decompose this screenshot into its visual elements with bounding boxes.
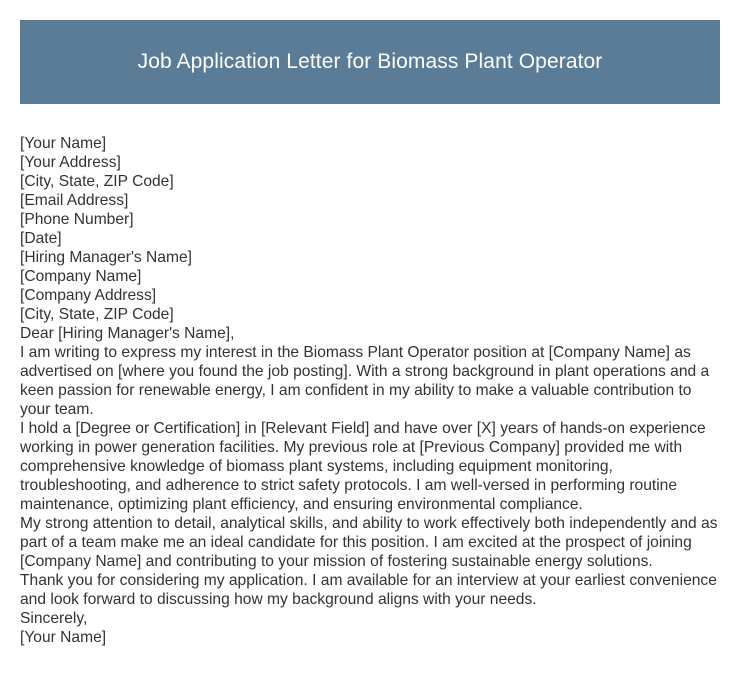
salutation: Dear [Hiring Manager's Name], bbox=[20, 325, 235, 342]
company-name: [Company Name] bbox=[20, 268, 142, 285]
letter-date: [Date] bbox=[20, 230, 62, 247]
company-city: [City, State, ZIP Code] bbox=[20, 306, 174, 323]
closing: Sincerely, bbox=[20, 610, 88, 627]
paragraph-experience: I hold a [Degree or Certification] in [Relevant Field] and have over [X] years of hands-on experience working in power generation facilities. My previous role at [Previous Company] provided me with comprehensive knowledge of biomass plant systems, including equipment monitoring, troubleshooting, and adherence to strict safety protocols. I am well-versed in performing routine maintenance, optimizing plant efficiency, and ensuring environmental compliance. bbox=[20, 420, 706, 513]
paragraph-closing: Thank you for considering my application. I am available for an interview at your earliest convenience and look forward to discussing how my background aligns with your needs. bbox=[20, 572, 717, 608]
sender-city: [City, State, ZIP Code] bbox=[20, 173, 174, 190]
signature: [Your Name] bbox=[20, 629, 107, 646]
sender-address: [Your Address] bbox=[20, 154, 121, 171]
sender-name: [Your Name] bbox=[20, 135, 107, 152]
company-address: [Company Address] bbox=[20, 287, 157, 304]
paragraph-skills: My strong attention to detail, analytical skills, and ability to work effectively both independently and as part of a team make me an ideal candidate for this position. I am excited at the prospect of joining [Company Name] and contributing to your mission of fostering sustainable energy solutions. bbox=[20, 515, 718, 570]
recipient-name: [Hiring Manager's Name] bbox=[20, 249, 192, 266]
sender-email: [Email Address] bbox=[20, 192, 129, 209]
paragraph-intro: I am writing to express my interest in the Biomass Plant Operator position at [Company Name] as advertised on [where you found the job posting]. With a strong background in plant operations and a keen passion for renewable energy, I am confident in my ability to make a valuable contribution to your team. bbox=[20, 344, 710, 418]
title-banner bbox=[20, 20, 720, 104]
letter-body bbox=[20, 134, 722, 647]
sender-phone: [Phone Number] bbox=[20, 211, 134, 228]
page-title: Job Application Letter for Biomass Plant Operator bbox=[137, 50, 603, 73]
